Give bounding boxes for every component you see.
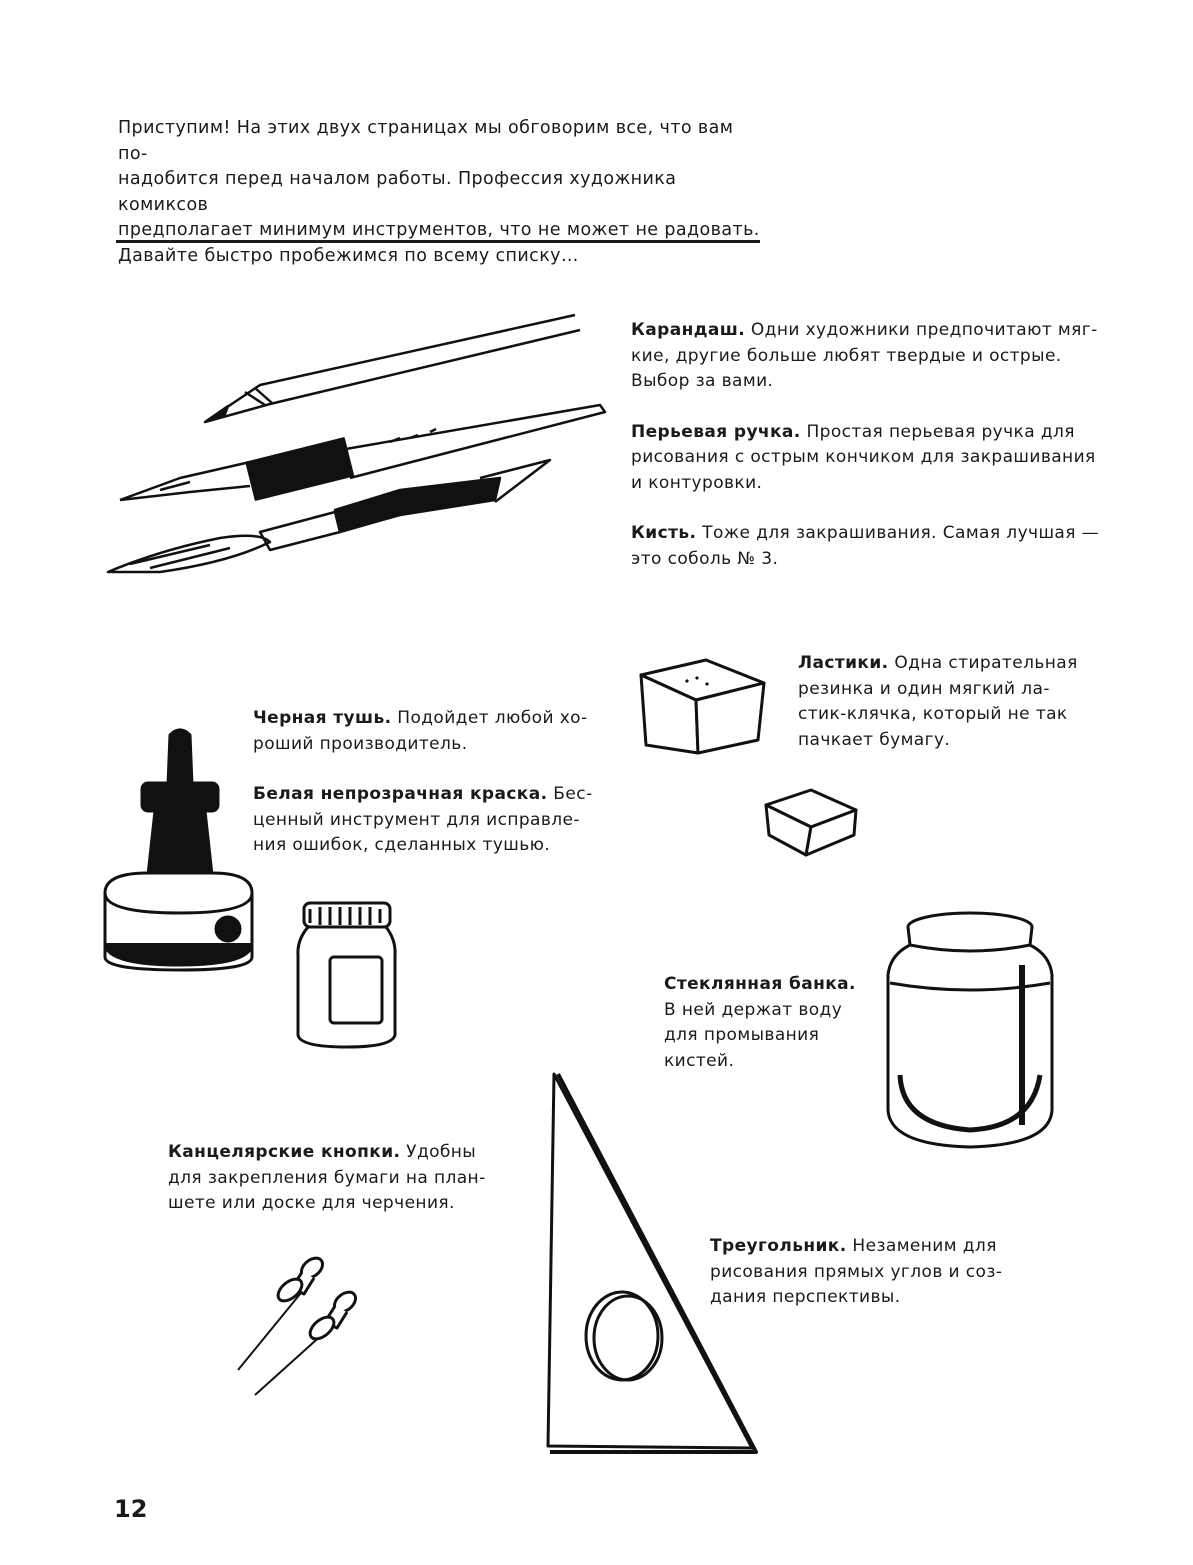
- white-paint-line: ценный инструмент для исправле-: [253, 809, 580, 830]
- pen-title: Перьевая ручка.: [631, 421, 801, 442]
- erasers-line: стик-клячка, который не так: [798, 704, 1068, 724]
- intro-paragraph: [118, 116, 768, 269]
- glass-jar-line: кистей.: [664, 1050, 735, 1071]
- brush-line: это соболь № 3.: [631, 548, 779, 569]
- white-paint-title: Белая непрозрачная краска.: [253, 784, 548, 804]
- intro-line: предполагает минимум инструментов, что не может не радовать.: [118, 220, 760, 240]
- triangle-line: Незаменим для: [846, 1236, 997, 1256]
- pen-line: Простая перьевая ручка для: [800, 421, 1075, 442]
- pins-description: [168, 1140, 508, 1217]
- intro-line: надобится перед началом работы. Профессия художника комиксов: [118, 169, 677, 215]
- paint-jar-illustration: [292, 895, 402, 1055]
- glass-jar-description: [664, 972, 884, 1074]
- pen-line: рисования с острым кончиком для закрашивания: [631, 447, 1096, 467]
- erasers-line: пачкает бумагу.: [798, 729, 951, 750]
- intro-line: Приступим! На этих двух страницах мы обговорим все, что вам по-: [118, 118, 734, 164]
- pins-line: для закрепления бумаги на план-: [168, 1167, 486, 1188]
- intro-line: Давайте быстро пробежимся по всему списку…: [118, 245, 579, 266]
- page-number: 12: [114, 1495, 148, 1523]
- pen-line: и контуровки.: [631, 472, 763, 493]
- pencil-line: кие, другие больше любят твердые и острые.: [631, 345, 1062, 366]
- divider-rule: [116, 240, 760, 243]
- brush-title: Кисть.: [631, 523, 697, 543]
- pins-title: Канцелярские кнопки.: [168, 1142, 401, 1162]
- ink-line: роший производитель.: [253, 733, 468, 754]
- triangle-description: [710, 1234, 1030, 1311]
- ink-line: Подойдет любой хо-: [391, 708, 588, 728]
- glass-jar-line: В ней держат воду: [664, 999, 843, 1020]
- erasers-line: резинка и один мягкий ла-: [798, 678, 1050, 699]
- triangle-title: Треугольник.: [710, 1236, 847, 1256]
- glass-jar-line: для промывания: [664, 1025, 820, 1045]
- pushpins-illustration: [230, 1250, 370, 1400]
- ink-bottle-illustration: [100, 725, 260, 975]
- glass-jar-title: Стеклянная банка.: [664, 974, 856, 994]
- pencil-pen-brush-illustration: [100, 310, 610, 585]
- erasers-line: Одна стирательная: [888, 653, 1078, 673]
- white-paint-line: Бес-: [547, 784, 593, 804]
- brush-line: Тоже для закрашивания. Самая лучшая —: [696, 523, 1100, 543]
- pencil-line: Выбор за вами.: [631, 371, 774, 391]
- triangle-line: дания перспективы.: [710, 1287, 901, 1307]
- ink-description: [253, 706, 593, 859]
- ink-title: Черная тушь.: [253, 708, 392, 728]
- erasers-description: [798, 651, 1098, 753]
- white-paint-line: ния ошибок, сделанных тушью.: [253, 835, 551, 855]
- pins-line: шете или доске для черчения.: [168, 1193, 455, 1213]
- pencil-description: [631, 318, 1111, 572]
- triangle-line: рисования прямых углов и соз-: [710, 1261, 1003, 1282]
- erasers-title: Ластики.: [798, 653, 889, 673]
- pencil-title: Карандаш.: [631, 320, 746, 340]
- glass-jar-illustration: [882, 905, 1057, 1155]
- pencil-line: Одни художники предпочитают мяг-: [745, 320, 1098, 340]
- pins-line: Удобны: [400, 1142, 477, 1162]
